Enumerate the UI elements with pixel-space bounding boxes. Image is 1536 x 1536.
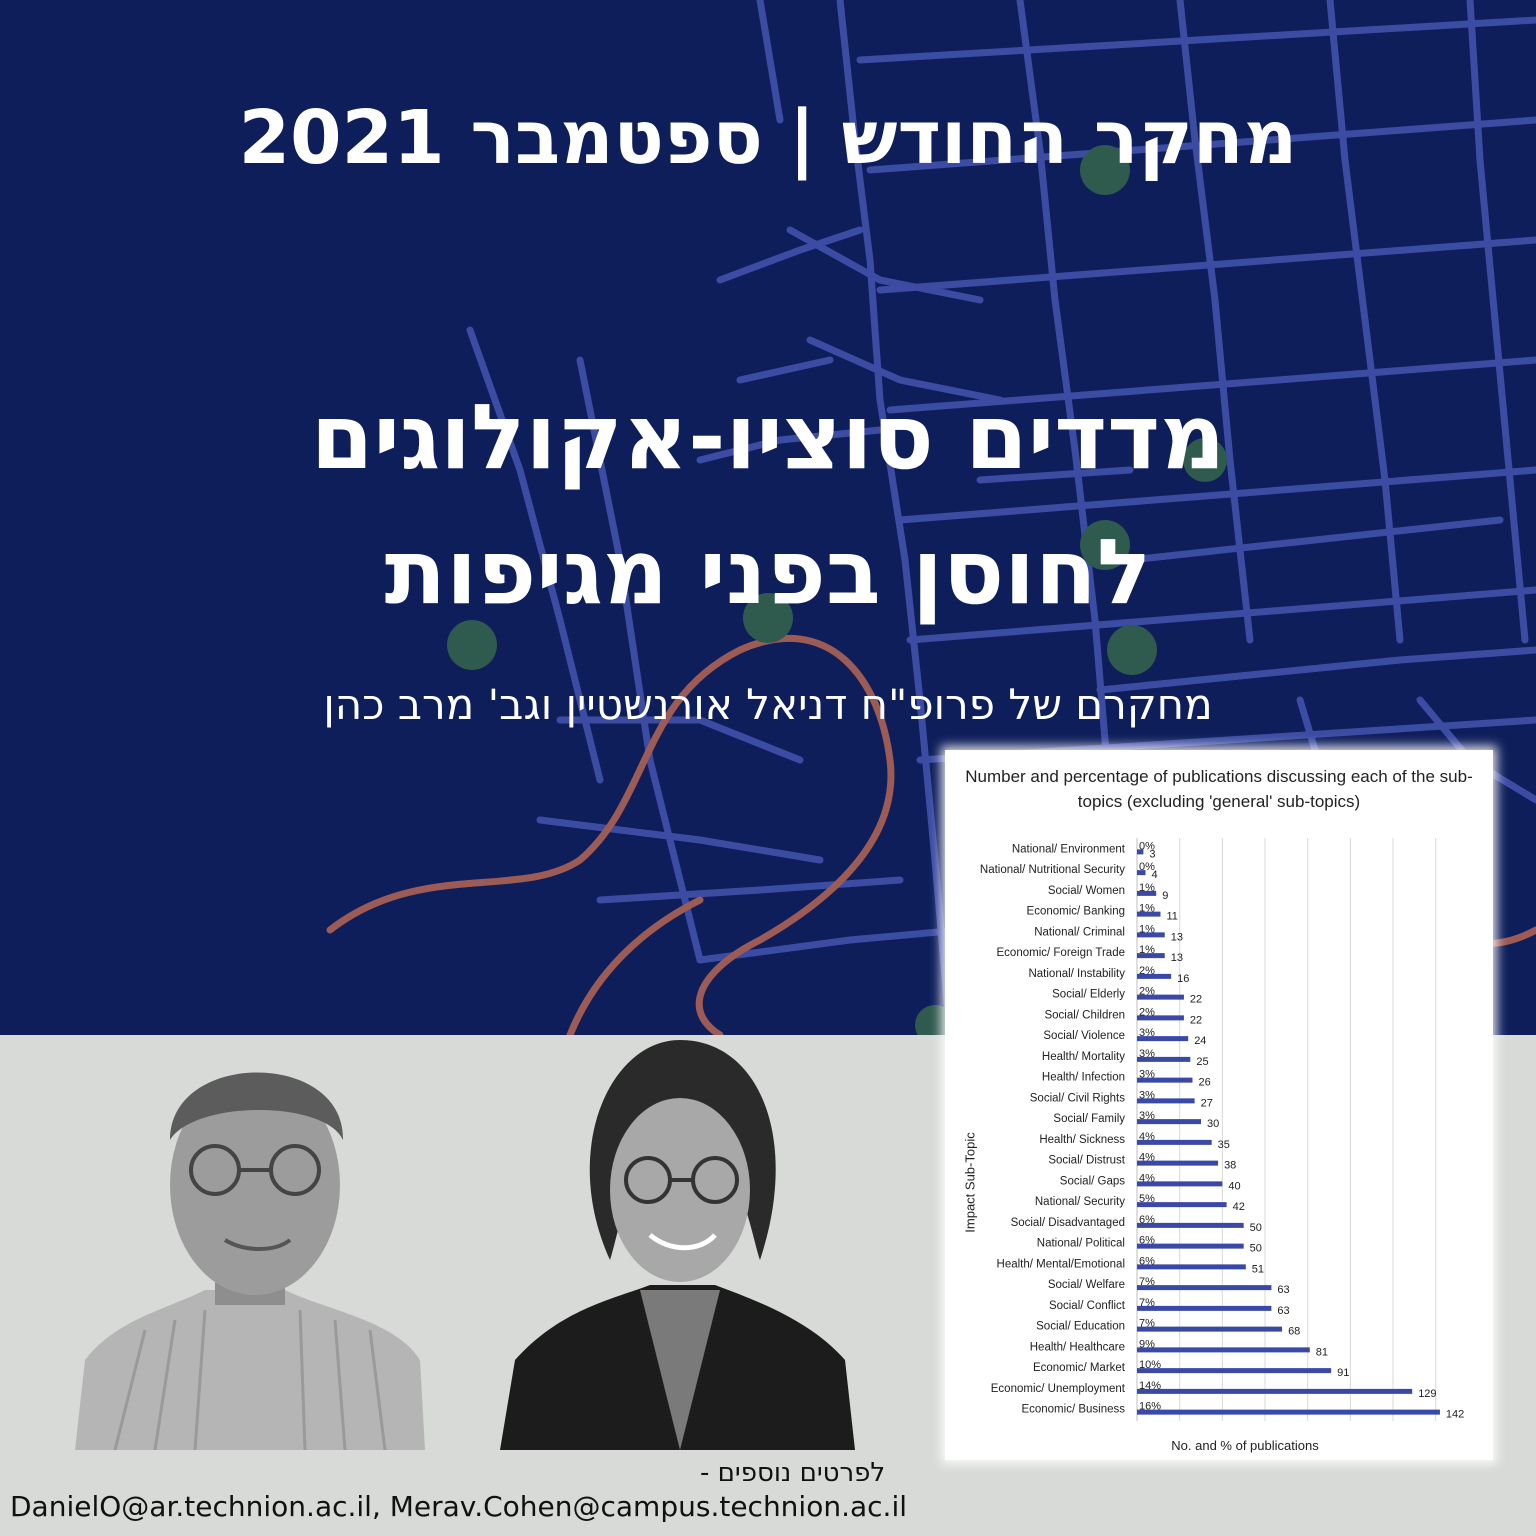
category-label: Social/ Disadvantaged <box>1010 1216 1125 1229</box>
percent-label: 16% <box>1139 1400 1162 1413</box>
value-label: 42 <box>1232 1201 1245 1214</box>
value-label: 9 <box>1162 889 1169 902</box>
value-label: 26 <box>1198 1076 1211 1089</box>
y-axis-label: Impact Sub-Topic <box>962 1132 978 1233</box>
percent-label: 6% <box>1139 1234 1155 1247</box>
percent-label: 3% <box>1139 1089 1155 1102</box>
category-label: Health/ Mortality <box>1041 1050 1125 1063</box>
category-label: National/ Criminal <box>1034 926 1125 939</box>
bar-chart <box>945 750 1493 1460</box>
bar <box>1137 1306 1271 1311</box>
category-label: Social/ Distrust <box>1048 1154 1125 1167</box>
value-label: 25 <box>1196 1055 1209 1068</box>
value-label: 38 <box>1224 1159 1237 1172</box>
value-label: 13 <box>1170 952 1183 965</box>
percent-label: 2% <box>1139 1006 1155 1019</box>
percent-label: 6% <box>1139 1255 1155 1268</box>
value-label: 40 <box>1228 1180 1241 1193</box>
category-label: National/ Security <box>1034 1196 1125 1209</box>
category-label: Economic/ Business <box>1021 1403 1125 1416</box>
percent-label: 9% <box>1139 1338 1155 1351</box>
value-label: 22 <box>1189 1014 1203 1027</box>
authors-line: מחקרם של פרופ"ח דניאל אורנשטיין וגב' מרב כהן <box>323 680 1213 729</box>
category-label: Economic/ Foreign Trade <box>996 947 1125 960</box>
percent-label: 1% <box>1139 923 1155 936</box>
category-label: Economic/ Market <box>1032 1362 1125 1375</box>
percent-label: 3% <box>1139 1047 1155 1060</box>
bar <box>1137 1389 1412 1394</box>
percent-label: 7% <box>1139 1276 1155 1289</box>
main-title-line-2: לחוסן בפני מגיפות <box>384 520 1152 625</box>
category-label: National/ Environment <box>1011 843 1125 856</box>
percent-label: 1% <box>1139 944 1155 957</box>
percent-label: 0% <box>1139 840 1155 853</box>
value-label: 142 <box>1445 1408 1465 1421</box>
percent-label: 5% <box>1139 1193 1155 1206</box>
value-label: 51 <box>1251 1263 1265 1276</box>
category-label: Health/ Infection <box>1041 1071 1125 1084</box>
contact-label: לפרטים נוספים - <box>700 1458 886 1488</box>
value-label: 16 <box>1177 972 1190 985</box>
chart-title: Number and percentage of publications discussing each of the sub-topics (excluding 'general' sub-topics) <box>965 767 1473 811</box>
percent-label: 4% <box>1139 1130 1155 1143</box>
percent-label: 4% <box>1139 1151 1155 1164</box>
value-label: 50 <box>1249 1221 1262 1234</box>
page-title: מחקר החודש | ספטמבר 2021 <box>238 95 1298 181</box>
percent-label: 3% <box>1139 1027 1155 1040</box>
man-portrait <box>75 1030 425 1450</box>
percent-label: 1% <box>1139 902 1155 915</box>
category-label: Health/ Healthcare <box>1029 1341 1125 1354</box>
bar <box>1137 1285 1271 1290</box>
percent-label: 4% <box>1139 1172 1155 1185</box>
value-label: 68 <box>1288 1325 1301 1338</box>
value-label: 3 <box>1149 848 1156 861</box>
percent-label: 2% <box>1139 985 1155 998</box>
value-label: 63 <box>1277 1284 1290 1297</box>
value-label: 13 <box>1170 931 1183 944</box>
value-label: 91 <box>1337 1367 1350 1380</box>
value-label: 50 <box>1249 1242 1262 1255</box>
percent-label: 0% <box>1139 861 1155 874</box>
category-label: Health/ Mental/Emotional <box>996 1258 1125 1271</box>
category-label: Social/ Civil Rights <box>1029 1092 1125 1105</box>
category-label: Economic/ Banking <box>1026 905 1125 918</box>
category-label: Economic/ Unemployment <box>990 1382 1125 1395</box>
category-label: Social/ Conflict <box>1048 1299 1125 1312</box>
category-label: National/ Nutritional Security <box>979 864 1125 877</box>
value-label: 11 <box>1166 910 1178 923</box>
value-label: 4 <box>1151 869 1158 882</box>
percent-label: 3% <box>1139 1068 1155 1081</box>
value-label: 27 <box>1200 1097 1213 1110</box>
percent-label: 14% <box>1139 1379 1162 1392</box>
value-label: 129 <box>1418 1387 1437 1400</box>
category-label: Social/ Women <box>1047 884 1125 897</box>
percent-label: 6% <box>1139 1213 1155 1226</box>
value-label: 22 <box>1189 993 1203 1006</box>
chart-card <box>945 750 1493 1460</box>
value-label: 24 <box>1194 1035 1207 1048</box>
percent-label: 7% <box>1139 1317 1155 1330</box>
percent-label: 1% <box>1139 881 1155 894</box>
percent-label: 10% <box>1139 1359 1162 1372</box>
category-label: Social/ Gaps <box>1059 1175 1125 1188</box>
value-label: 63 <box>1277 1304 1290 1317</box>
percent-label: 2% <box>1139 964 1155 977</box>
category-label: Social/ Education <box>1036 1320 1125 1333</box>
category-label: National/ Political <box>1036 1237 1125 1250</box>
woman-portrait <box>500 1030 855 1450</box>
bar <box>1137 1368 1331 1373</box>
value-label: 81 <box>1315 1346 1329 1359</box>
x-axis-label: No. and % of publications <box>1171 1438 1319 1453</box>
category-label: Social/ Family <box>1053 1113 1125 1126</box>
bar <box>1137 1347 1310 1352</box>
contact-emails[interactable]: DanielO@ar.technion.ac.il, Merav.Cohen@campus.technion.ac.il <box>10 1490 907 1523</box>
category-label: Social/ Welfare <box>1047 1279 1125 1292</box>
value-label: 30 <box>1207 1118 1220 1131</box>
category-label: Social/ Elderly <box>1052 988 1125 1001</box>
category-label: Social/ Children <box>1044 1009 1125 1022</box>
category-label: Social/ Violence <box>1043 1030 1125 1043</box>
main-title-line-1: מדדים סוציו-אקולוגים <box>310 385 1226 490</box>
bar <box>1137 1410 1440 1415</box>
percent-label: 3% <box>1139 1110 1155 1123</box>
percent-label: 7% <box>1139 1296 1155 1309</box>
category-label: National/ Instability <box>1028 967 1125 980</box>
category-label: Health/ Sickness <box>1039 1133 1125 1146</box>
value-label: 35 <box>1217 1138 1230 1151</box>
bar <box>1137 1327 1282 1332</box>
